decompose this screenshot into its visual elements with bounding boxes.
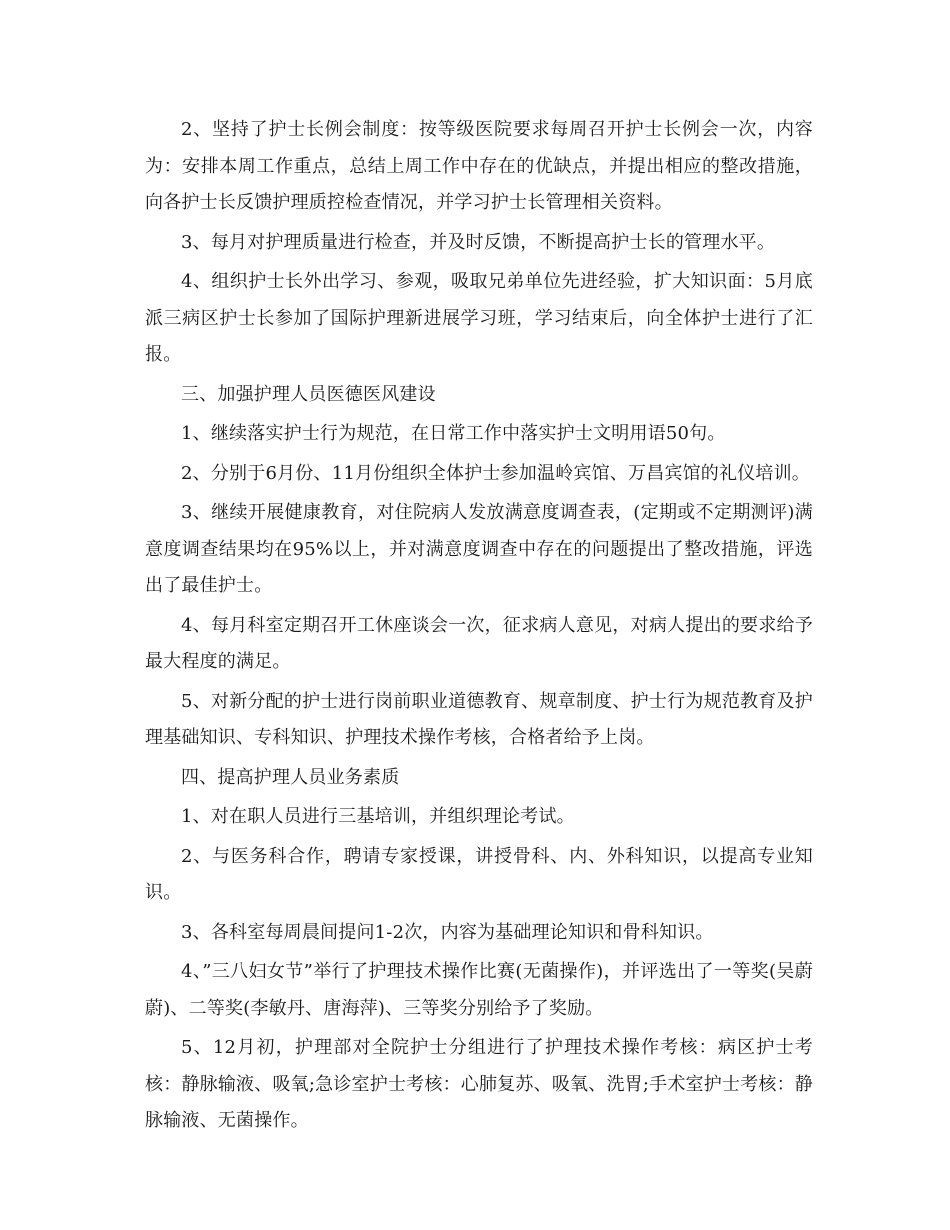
paragraph-item: 2、与医务科合作，聘请专家授课，讲授骨科、内、外科知识，以提高专业知识。 xyxy=(145,845,813,903)
paragraph-item: 4、每月科室定期召开工休座谈会一次，征求病人意见，对病人提出的要求给予最大程度的满足。 xyxy=(145,614,813,672)
paragraph-item: 2、分别于6月份、11月份组织全体护士参加温岭宾馆、万昌宾馆的礼仪培训。 xyxy=(181,462,811,484)
paragraph-item: 3、继续开展健康教育，对住院病人发放满意度调查表，(定期或不定期测评)满意度调查结果均在95%以上，并对满意度调查中存在的问题提出了整改措施，评选出了最佳护士。 xyxy=(145,502,813,596)
paragraph-item: 1、继续落实护士行为规范，在日常工作中落实护士文明用语50句。 xyxy=(181,423,726,444)
paragraph-item: 2、坚持了护士长例会制度：按等级医院要求每周召开护士长例会一次，内容为：安排本周工作重点，总结上周工作中存在的优缺点，并提出相应的整改措施，向各护士长反馈护理质控检查情况，并学习护士长管理相关资料。 xyxy=(145,119,813,213)
paragraph-item: 1、对在职人员进行三基培训，并组织理论考试。 xyxy=(181,806,575,827)
section-heading: 四、提高护理人员业务素质 xyxy=(181,766,400,788)
paragraph-item: 5、12月初，护理部对全院护士分组进行了护理技术操作考核：病区护士考核：静脉输液、吸氧;急诊室护士考核：心肺复苏、吸氧、洗胃;手术室护士考核：静脉输液、无菌操作。 xyxy=(145,1037,813,1131)
paragraph-item: 3、各科室每周晨间提问1-2次，内容为基础理论知识和骨科知识。 xyxy=(181,921,714,943)
paragraph-item: 5、对新分配的护士进行岗前职业道德教育、规章制度、护士行为规范教育及护理基础知识、专科知识、护理技术操作考核，合格者给予上岗。 xyxy=(145,690,813,748)
paragraph-item: 4、”三八妇女节”举行了护理技术操作比赛(无菌操作)，并评选出了一等奖(吴蔚蔚)、二等奖(李敏丹、唐海萍)、三等奖分别给予了奖励。 xyxy=(145,961,813,1019)
paragraph-item: 4、组织护士长外出学习、参观，吸取兄弟单位先进经验，扩大知识面：5月底派三病区护士长参加了国际护理新进展学习班，学习结束后，向全体护士进行了汇报。 xyxy=(145,271,813,365)
document-body xyxy=(145,112,813,1143)
section-heading: 三、加强护理人员医德医风建设 xyxy=(181,383,436,405)
paragraph-item: 3、每月对护理质量进行检查，并及时反馈，不断提高护士长的管理水平。 xyxy=(181,231,776,253)
